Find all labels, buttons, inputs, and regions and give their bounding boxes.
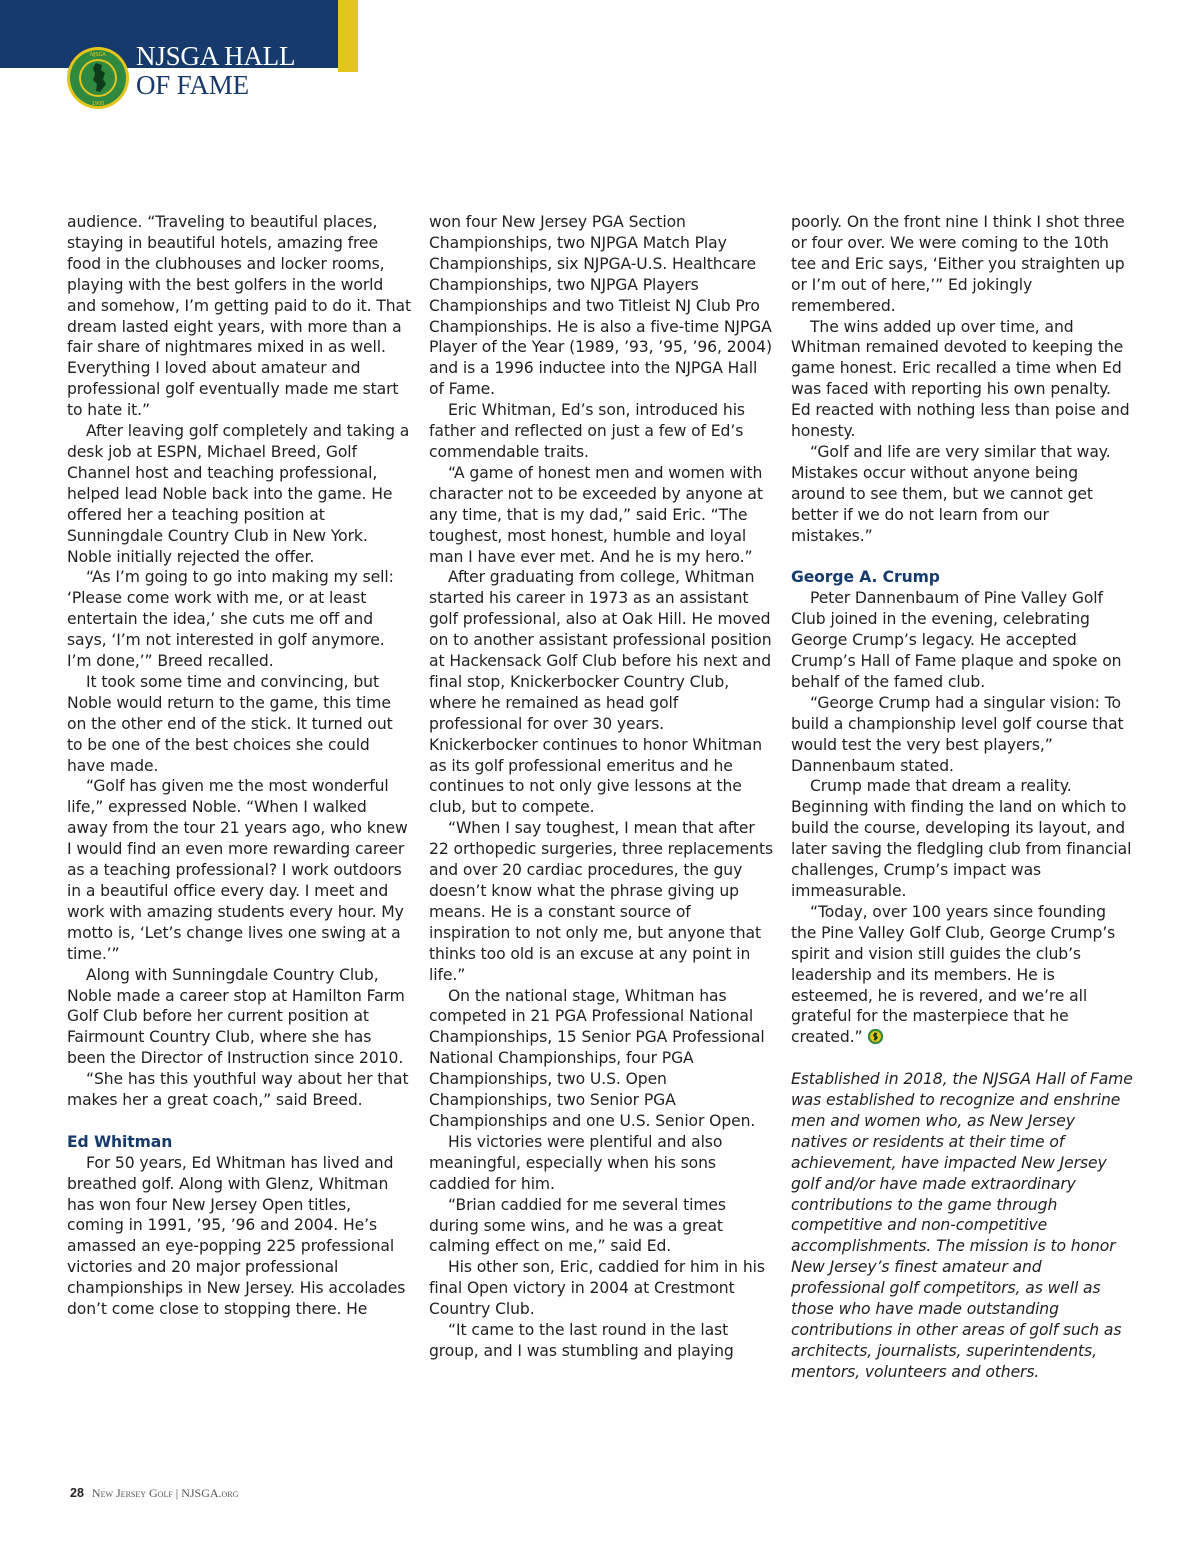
- article-paragraph: “It came to the last round in the last group, and I was stumbling and playing: [429, 1321, 734, 1360]
- mission-statement: Established in 2018, the NJSGA Hall of Fame was established to recognize and enshrine men and women who, as New Jersey natives or residents at their time of achievement, have impacted New Jersey golf and/or have made extraordinary contributions to the game through competitive and non-competitive accomplishments. The mission is to honor New Jersey’s finest amateur and professional golf competitors, as well as those who have made outstanding contributions in other areas of golf such as architects, journalists, superintendents, mentors, volunteers and others.: [791, 1070, 1133, 1381]
- header-gold-stripe: [338, 0, 358, 72]
- article-paragraph: “George Crump had a singular vision: To build a championship level golf course that would test the very best players,” Dannenbaum stated.: [791, 693, 1124, 775]
- article-paragraph: The wins added up over time, and Whitman remained devoted to keeping the game honest. Eric recalled a time when Ed was faced with reporting his own penalty. Ed reacted with nothing less than poise and honesty.: [791, 317, 1130, 441]
- page-footer: [70, 1486, 238, 1501]
- section-heading: Ed Whitman: [67, 1132, 173, 1151]
- section-heading: George A. Crump: [791, 568, 940, 587]
- seal-year: 1900: [91, 101, 105, 107]
- section-title: [136, 42, 295, 100]
- article-column-middle: [429, 212, 773, 1362]
- section-title-line1: NJSGA HALL: [136, 41, 296, 71]
- paragraph-text: “Today, over 100 years since founding the Pine Valley Golf Club, George Crump’s spirit and vision still guides the club’s leadership and its members. He is esteemed, he is revered, and we’re all grateful for the masterpiece that he created.”: [791, 902, 1116, 1047]
- article-paragraph: audience. “Traveling to beautiful places, staying in beautiful hotels, amazing free food in the clubhouses and locker rooms, playing with the best golfers in the world and somehow, I’m getting paid to do it. That dream lasted eight years, with more than a fair share of nightmares mixed in as well. Everything I loved about amateur and professional golf eventually made me start to hate it.”: [67, 213, 412, 420]
- article-column-right: [791, 212, 1135, 1383]
- article-paragraph: It took some time and convincing, but Noble would return to the game, this time on the other end of the stick. It turned out to be one of the best choices she could have made.: [67, 672, 393, 775]
- section-title-line2: OF FAME: [136, 70, 249, 100]
- article-paragraph: Eric Whitman, Ed’s son, introduced his father and reflected on just a few of Ed’s commendable traits.: [429, 401, 745, 461]
- publication-name: New Jersey Golf: [91, 1486, 173, 1500]
- article-paragraph: [791, 902, 1135, 1048]
- article-paragraph: “She has this youthful way about her that makes her a great coach,” said Breed.: [67, 1070, 409, 1110]
- article-paragraph: “When I say toughest, I mean that after 22 orthopedic surgeries, three replacements and over 20 cardiac procedures, the guy doesn’t know what the phrase giving up means. He is a constant source of inspiration to not only me, but anyone that thinks too old is an excuse at any point in life.”: [429, 819, 773, 984]
- page-number: 28: [70, 1486, 84, 1500]
- article-paragraph: Crump made that dream a reality. Beginning with finding the land on which to build the course, developing its layout, and later saving the fledgling club from financial challenges, Crump’s impact was immeasurable.: [791, 777, 1132, 900]
- article-paragraph: “Brian caddied for me several times during some wins, and he was a great calming effect on me,” said Ed.: [429, 1195, 726, 1256]
- article-paragraph: After leaving golf completely and taking a desk job at ESPN, Michael Breed, Golf Channel host and teaching professional, helped lead Noble back into the game. He offered her a teaching position at Sunningdale Country Club in New York. Noble initially rejected the offer.: [67, 422, 410, 566]
- article-paragraph: Along with Sunningdale Country Club, Noble made a career stop at Hamilton Farm Golf Club before her current position at Fairmount Country Club, where she has been the Director of Instruction since 2010.: [67, 965, 405, 1068]
- footer-separator: |: [175, 1486, 179, 1500]
- article-paragraph: On the national stage, Whitman has competed in 21 PGA Professional National Championships, 15 Senior PGA Professional National Championships, four PGA Championships, two U.S. Open Championships, two Senior PGA Championships and one U.S. Senior Open.: [429, 986, 765, 1130]
- article-paragraph: Peter Dannenbaum of Pine Valley Golf Club joined in the evening, celebrating George Crump’s legacy. He accepted Crump’s Hall of Fame plaque and spoke on behalf of the famed club.: [791, 589, 1122, 691]
- article-paragraph: For 50 years, Ed Whitman has lived and breathed golf. Along with Glenz, Whitman has won four New Jersey Open titles, coming in 1991, ’95, ’96 and 2004. He’s amassed an eye-popping 225 professional victories and 20 major professional championships in New Jersey. His accolades don’t come close to stopping there. He: [67, 1153, 406, 1319]
- article-paragraph: “Golf and life are very similar that way. Mistakes occur without anyone being around to see them, but we cannot get better if we do not learn from our mistakes.”: [791, 442, 1111, 545]
- article-paragraph: won four New Jersey PGA Section Championships, two NJPGA Match Play Championships, six NJPGA-U.S. Healthcare Championships, two NJPGA Players Championships and two Titleist NJ Club Pro Championships. He is also a five-time NJPGA Player of the Year (1989, ’93, ’95, ’96, 2004) and is a 1996 inductee into the NJPGA Hall of Fame.: [429, 213, 772, 399]
- website-name: NJSGA.org: [181, 1486, 239, 1500]
- article-paragraph: His other son, Eric, caddied for him in his final Open victory in 2004 at Crestmont Country Club.: [429, 1258, 765, 1319]
- article-column-left: [67, 212, 411, 1320]
- svg-text:NJSGA: NJSGA: [90, 52, 106, 58]
- article-paragraph: His victories were plentiful and also meaningful, especially when his sons caddied for him.: [429, 1132, 723, 1193]
- article-paragraph: “A game of honest men and women with character not to be exceeded by anyone at any time, that is my dad,” said Eric. “The toughest, most honest, humble and loyal man I have ever met. And he is my hero.”: [429, 463, 763, 566]
- article-paragraph: After graduating from college, Whitman started his career in 1973 as an assistant golf professional, also at Oak Hill. He moved on to another assistant professional position at Hackensack Golf Club before his next and final stop, Knickerbocker Country Club, where he remained as head golf professional for over 30 years. Knickerbocker continues to honor Whitman as its golf professional emeritus and he continues to not only give lessons at the club, but to compete.: [429, 568, 772, 817]
- article-paragraph: poorly. On the front nine I think I shot three or four over. We were coming to the 10th tee and Eric says, ‘Either you straighten up or I’m out of here,’” Ed jokingly remembered.: [791, 213, 1125, 315]
- article-paragraph: “Golf has given me the most wonderful life,” expressed Noble. “When I walked away from the tour 21 years ago, who knew I would find an even more rewarding career as a teaching professional? I work outdoors in a beautiful office every day. I meet and work with amazing students every hour. My motto is, ‘Let’s change lives one swing at a time.’”: [67, 777, 408, 963]
- end-of-article-icon: [867, 1028, 884, 1045]
- njsga-seal-logo: [66, 46, 130, 110]
- article-paragraph: “As I’m going to go into making my sell: ‘Please come work with me, or at least entertain the idea,’ she cuts me off and says, ‘I’m not interested in golf anymore. I’m done,’” Breed recalled.: [67, 568, 394, 671]
